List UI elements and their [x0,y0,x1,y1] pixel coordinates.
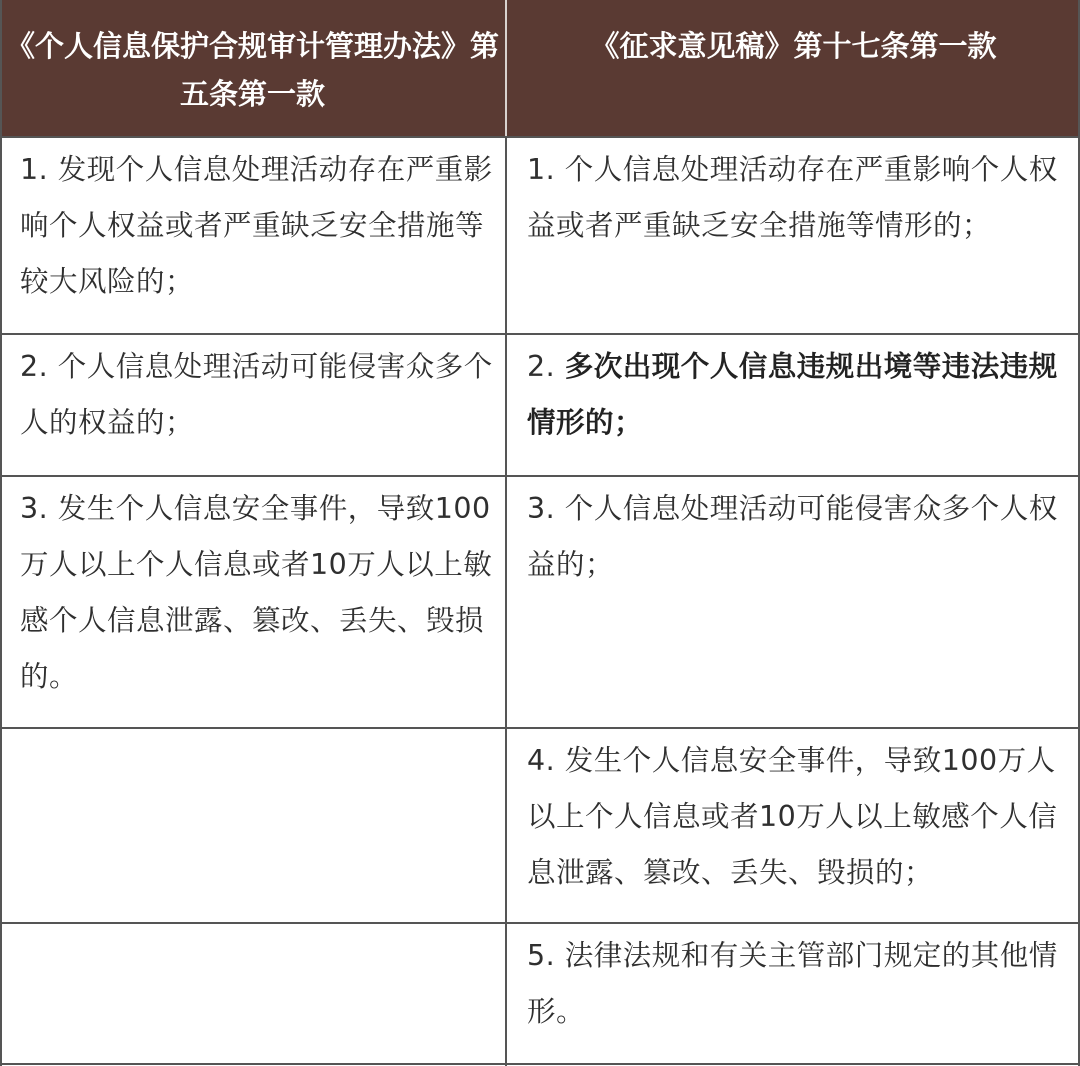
table-row [0,334,1080,476]
table-row [0,137,1080,334]
table-cell-left-empty [0,923,507,1066]
cell-text: 2. 个人信息处理活动可能侵害众多个人的权益的； [20,350,493,439]
row-divider [0,136,1080,138]
cell-text: 1. 发现个人信息处理活动存在严重影响个人权益或者严重缺乏安全措施等较大风险的； [20,153,493,298]
table-header-row [0,0,1080,137]
row-divider [0,333,1080,335]
table-row [0,728,1080,923]
row-divider [0,475,1080,477]
header-left-title: 《个人信息保护合规审计管理办法》第五条第一款 [5,29,499,111]
table-cell-right [507,137,1080,334]
cell-text: 3. 发生个人信息安全事件，导致100万人以上个人信息或者10万人以上敏感个人信息泄露、篡改、丢失、毁损的。 [20,492,493,693]
header-right-cell [507,0,1080,137]
table-border-left [0,0,2,1066]
table-cell-left-empty [0,728,507,923]
row-divider [0,1063,1080,1065]
header-left-cell [0,0,507,137]
row-divider [0,922,1080,924]
table-cell-right [507,728,1080,923]
cell-text: 5. 法律法规和有关主管部门规定的其他情形。 [527,939,1058,1028]
cell-text: 4. 发生个人信息安全事件，导致100万人以上个人信息或者10万人以上敏感个人信息泄露、篡改、丢失、毁损的； [527,744,1058,889]
table-cell-right [507,923,1080,1066]
table-row [0,476,1080,728]
cell-text: 3. 个人信息处理活动可能侵害众多个人权益的； [527,492,1058,581]
cell-number: 2. [527,350,565,383]
row-divider [0,727,1080,729]
cell-text: 1. 个人信息处理活动存在严重影响个人权益或者严重缺乏安全措施等情形的； [527,153,1058,242]
table-cell-left [0,334,507,476]
table-cell-left [0,476,507,728]
header-right-title: 《征求意见稿》第十七条第一款 [590,29,997,63]
table-cell-left [0,137,507,334]
table-cell-right [507,334,1080,476]
table-cell-right [507,476,1080,728]
table-row [0,923,1080,1066]
cell-bold-text: 多次出现个人信息违规出境等违法违规情形的； [527,350,1058,439]
